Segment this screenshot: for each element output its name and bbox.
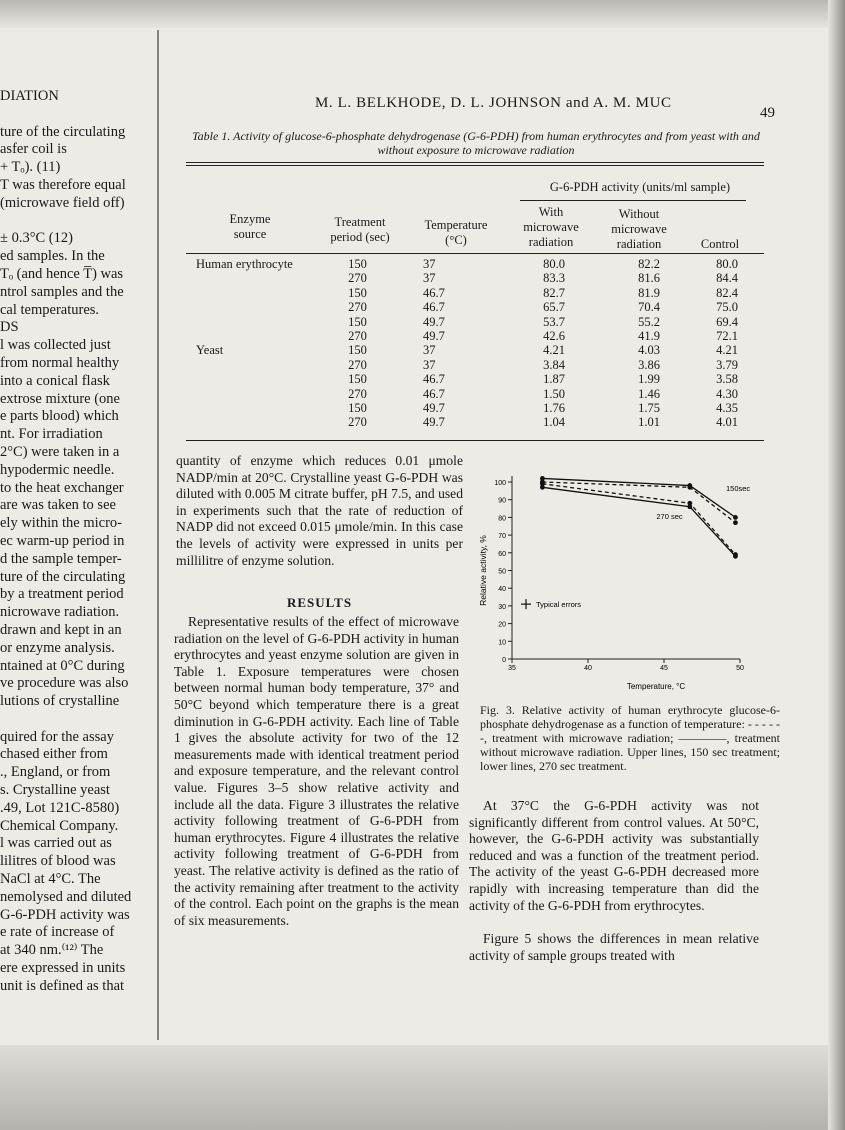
table-cell: 46.7 [423,386,445,401]
x-tick-label: 35 [508,665,516,672]
left-fragment-line [0,711,150,729]
left-fragment-line: cal temperatures. [0,301,100,318]
running-header: M. L. BELKHODE, D. L. JOHNSON and A. M. MUC [315,95,672,111]
table-cell: 49.7 [423,415,445,430]
header-treatment-period: Treatment period (sec) [330,215,390,244]
table-cell: 70.4 [638,300,660,315]
table-cell: 53.7 [543,314,565,329]
table-cell: 1.01 [638,415,660,430]
table-cell: 1.04 [543,415,565,430]
header-with-microwave: With microwave radiation [523,205,579,249]
series-line-2 [542,478,735,517]
left-fragment-line: lutions of crystalline [0,693,120,710]
left-fragment-line: lilitres of blood was [0,853,116,870]
left-fragment-line: into a conical flask [0,372,110,389]
left-fragment-line: ec warm-up period in [0,532,125,549]
left-fragment-line: quired for the assay [0,728,114,745]
left-fragment-line: or enzyme analysis. [0,639,115,656]
data-point [687,504,692,509]
table-cell: 270 [348,328,367,343]
page-number: 49 [760,105,775,121]
table-cell: 270 [348,271,367,286]
column-temperature [423,257,463,430]
x-axis-label: Temperature, °C [626,682,686,691]
table-caption-line2: without exposure to microwave radiation [377,143,575,157]
left-fragment-line: NaCl at 4°C. The [0,871,101,888]
left-fragment-line: (microwave field off) [0,194,125,211]
left-fragment-line: ± 0.3°C (12) [0,230,73,247]
table-cell: 49.7 [423,328,445,343]
left-fragment-line: drawn and kept in an [0,621,122,638]
y-tick-label: 70 [498,533,506,541]
table-cell: 270 [348,415,367,430]
table-cell: 4.01 [716,415,738,430]
source-yeast: Yeast [196,343,224,357]
table-caption-line1: Activity of glucose-6-phosphate dehydrogenase (G-6-PDH) from human erythrocytes and from yeast with and [233,129,760,143]
annotation-270sec: 270 sec [656,512,683,522]
table-cell: 75.0 [716,300,738,315]
left-fragment-line: from normal healthy [0,354,120,371]
left-fragment-line: + Tₒ). (11) [0,159,61,176]
left-fragment-line: chased either from [0,746,108,763]
left-fragment-line: to the heat exchanger [0,479,124,496]
left-fragment-line: e rate of increase of [0,924,115,941]
table-cell: 1.76 [543,400,565,415]
y-tick-label: 60 [498,550,506,558]
table-cell: 3.79 [716,357,738,372]
table-cell: 37 [423,271,436,286]
left-fragment-line: at 340 nm.⁽¹²⁾ The [0,942,104,959]
left-fragment-line: are was taken to see [0,497,116,514]
table-cell: 80.0 [716,257,738,271]
source-human: Human erythrocyte [196,257,293,271]
left-fragment-line: Chemical Company. [0,817,119,834]
body-col1-para1: quantity of enzyme which reduces 0.01 μmole NADP/min at 20°C. Crystalline yeast G-6-PDH was diluted with 0.005 M citrate buffer, pH 7.5, and used in experiments such that the rate of reduction of NADP did not exceed 0.015 μmole/min. In this case the levels of activity were expressed in units per millilitre of enzyme solution. [176,453,463,568]
table-cell: 82.4 [716,285,738,300]
table-caption [186,129,766,157]
table-cell: 46.7 [423,300,445,315]
header-rule [186,253,764,254]
table-cell: 150 [348,400,367,415]
scan-shadow-right [828,0,845,1130]
data-point [687,483,692,488]
y-tick-label: 10 [498,639,506,647]
left-fragment-line: s. Crystalline yeast [0,782,110,799]
group-header: G-6-PDH activity (units/ml sample) [549,180,731,194]
table-cell: 81.9 [638,285,660,300]
table-cell: 1.87 [543,372,565,387]
left-fragment-line: nt. For irradiation [0,426,103,443]
table-cell: 270 [348,300,367,315]
left-page-fragment [0,88,150,996]
data-point [733,554,738,559]
table-cell: 41.9 [638,328,660,343]
table-cell: 150 [348,257,367,271]
y-tick-label: 80 [498,515,506,523]
table-cell: 4.21 [543,343,565,358]
table-cell: 46.7 [423,372,445,387]
table-cell: 37 [423,343,436,358]
left-fragment-line: ntained at 0°C during [0,657,125,674]
left-fragment-line: G-6-PDH activity was [0,906,130,923]
left-fragment-line: l was carried out as [0,835,112,852]
x-tick-label: 50 [736,665,744,672]
y-tick-label: 50 [498,568,506,576]
left-fragment-line: ere expressed in units [0,960,126,977]
column-control [700,257,738,430]
table-cell: 150 [348,314,367,329]
left-fragment-line: extrose mixture (one [0,390,120,407]
table-cell: 82.2 [638,257,660,271]
table-cell: 65.7 [543,300,565,315]
table-cell: 55.2 [638,314,660,329]
left-fragment-line: ely within the micro- [0,515,123,532]
left-fragment-line: ve procedure was also [0,675,129,692]
table-cell: 1.50 [543,386,565,401]
x-tick-label: 45 [660,665,668,672]
left-fragment-line [0,213,150,231]
table-cell: 4.21 [716,343,738,358]
table-cell: 42.6 [543,328,565,343]
header-temperature: Temperature (°C) [424,218,488,247]
data-point [733,520,738,525]
table-cell: 72.1 [716,328,738,343]
left-fragment-line: ture of the circulating [0,123,126,140]
body-col2-para1: At 37°C the G-6-PDH activity was not significantly different from control values. At 50°C, however, the G-6-PDH activity was substantially reduced and was a function of the treatment period. The activity of the yeast G-6-PDH decreased more rapidly with increasing temperature than did the activity of the G-6-PDH from erythrocytes. [469,798,759,913]
left-fragment-line: DIATION [0,88,59,104]
left-fragment-line: T was therefore equal [0,176,126,193]
table-cell: 150 [348,372,367,387]
series-line-3 [542,484,735,555]
table-cell: 81.6 [638,271,660,286]
table-cell: 46.7 [423,285,445,300]
scan-shadow-bottom [0,1045,845,1130]
header-without-microwave: Without microwave radiation [611,207,667,251]
table-cell: 37 [423,257,436,271]
table-bottom-rule [186,440,764,441]
table-label: Table 1. [192,129,231,143]
data-point [540,485,545,490]
table-cell: 80.0 [543,257,565,271]
table-cell: 4.03 [638,343,660,358]
table-cell: 83.3 [543,271,565,286]
scan-shadow-top [0,0,845,28]
table-cell: 4.35 [716,400,738,415]
table-cell: 49.7 [423,314,445,329]
left-fragment-line: 2°C) were taken in a [0,443,120,460]
body-col1-para2: Representative results of the effect of microwave radiation on the level of G-6-PDH activity in human erythrocytes and yeast enzyme solution are given in Table 1. Exposure temperatures were chosen between normal human body temperature, 37° and 50°C beyond which temperature there is a great diminution in G-6-PDH activity. Each line of Table 1 gives the absolute activity for two of the 12 measurements made with identical treatment period and exposure temperature, and the relevant control value. Figures 3–5 show relative activity and include all the data. Figure 3 illustrates the relative activity following treatment of G-6-PDH from human erythrocytes. Figure 4 illustrates the relative activity following treatment of G-6-PDH from yeast. The relative activity is defined as the ratio of the activity remaining after treatment to the activity of the control. Each point on the graphs is the mean of six measurements. [174,614,459,928]
header-enzyme-source: Enzyme source [229,212,271,241]
table-cell: 84.4 [716,271,738,286]
y-tick-label: 0 [502,657,506,664]
table-cell: 270 [348,386,367,401]
table-cell: 1.99 [638,372,660,387]
figure-3-chart [470,462,780,697]
left-fragment-line: ed samples. In the [0,248,105,265]
left-fragment-line [0,106,150,124]
left-fragment-line: hypodermic needle. [0,461,115,478]
left-fragment-line: d the sample temper- [0,550,122,567]
header-control: Control [700,237,740,251]
table-cell: 3.58 [716,372,738,387]
group-rule [520,200,746,201]
left-fragment-line: ntrol samples and the [0,283,124,300]
table-cell: 69.4 [716,314,738,329]
table-top-rule [186,162,764,163]
table-cell: 82.7 [543,285,565,300]
table-cell: 150 [348,285,367,300]
left-fragment-line: .49, Lot 121C-8580) [0,799,120,816]
left-fragment-line: e parts blood) which [0,408,119,425]
left-fragment-line: nicrowave radiation. [0,604,120,621]
left-fragment-line: asfer coil is [0,141,67,158]
table-cell: 3.84 [543,357,565,372]
page-gutter [157,30,159,1040]
table-cell: 37 [423,357,436,372]
y-axis-label: Relative activity, % [478,535,488,606]
table-cell: 3.86 [638,357,660,372]
left-fragment-line: ture of the circulating [0,568,126,585]
left-fragment-line: DS [0,319,19,336]
y-tick-label: 100 [494,480,506,487]
data-point [733,515,738,520]
column-without-microwave [620,257,660,430]
table-cell: 1.75 [638,400,660,415]
body-col2-para2: Figure 5 shows the differences in mean relative activity of sample groups treated with [469,931,759,963]
y-tick-label: 40 [498,586,506,594]
left-fragment-line: Tₒ (and hence T̅) was [0,265,124,282]
table-top-rule-2 [186,165,764,166]
table-cell: 270 [348,357,367,372]
left-fragment-line: ., England, or from [0,764,111,781]
left-fragment-line: l was collected just [0,337,111,354]
y-tick-label: 20 [498,621,506,629]
table-cell: 4.30 [716,386,738,401]
column-period [335,257,380,430]
left-fragment-line: by a treatment period [0,586,124,603]
left-fragment-line: unit is defined as that [0,977,125,994]
y-tick-label: 90 [498,497,506,505]
table-cell: 150 [348,343,367,358]
left-fragment-line: nemolysed and diluted [0,888,132,905]
annotation-typical-errors: Typical errors [536,600,582,610]
data-point [540,476,545,481]
table-cell: 49.7 [423,400,445,415]
table-cell: 1.46 [638,386,660,401]
y-tick-label: 30 [498,603,506,611]
column-with-microwave [525,257,565,430]
annotation-150sec: 150sec [726,483,751,493]
results-heading: RESULTS [287,595,353,610]
x-tick-label: 40 [584,665,592,672]
figure-caption: Fig. 3. Relative activity of human erythrocyte glucose-6-phosphate dehydrogenase as a function of temperature: - - - - - -, treatment with microwave radiation; ————, treatment without microwave radiation. Upper lines, 150 sec treatment; lower lines, 270 sec treatment. [480,703,780,773]
